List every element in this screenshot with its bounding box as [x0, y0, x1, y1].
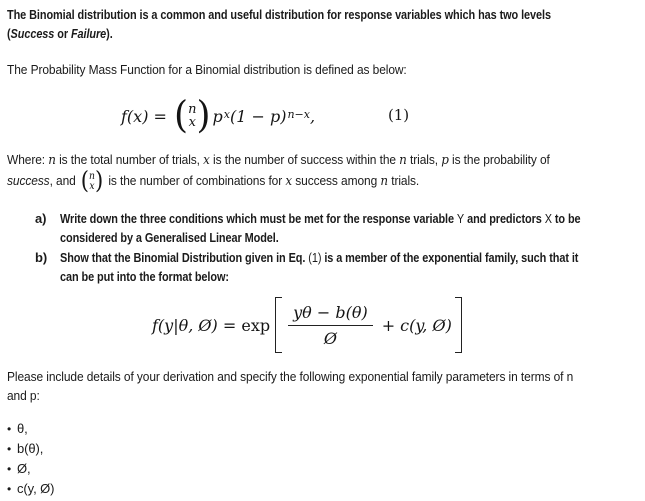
question-a-text: [60, 209, 645, 247]
where-paragraph: [7, 150, 637, 193]
qb-text-1: Show that the Binomial Distribution given in Eq.: [60, 250, 309, 265]
question-a-line2: [60, 228, 581, 247]
var-x: x: [203, 153, 210, 168]
where-text-6: , and: [49, 172, 79, 188]
qb-text-3: can be put into the format below:: [60, 269, 229, 284]
var-p: p: [441, 153, 449, 168]
list-item-theta: [7, 419, 637, 439]
qb-text-2: is a member of the exponential family, such that it: [321, 250, 579, 265]
equation-1-expression: [121, 93, 316, 137]
question-list: [7, 209, 637, 286]
where-text-8: success among: [292, 172, 381, 188]
eq1-open-paren: (: [174, 93, 189, 137]
intro-paragraph: [7, 5, 637, 43]
where-text-9: trials.: [387, 172, 420, 188]
question-a-label: a): [35, 211, 47, 226]
eq1-p-term: p: [212, 106, 223, 126]
qa-text-2: and predictors: [464, 211, 545, 226]
var-Y: Y: [456, 211, 465, 226]
where-text-5: is the probability of: [448, 152, 550, 167]
closing-line1: [7, 367, 587, 386]
eq2-lhs: f(y|θ, Ø) =: [152, 315, 242, 335]
var-x: x: [285, 173, 293, 189]
bullet-icon: •: [7, 422, 12, 436]
question-b: [7, 248, 637, 286]
question-b-line1: [60, 248, 578, 267]
closing-text-2: and p:: [7, 388, 40, 403]
eq2-denominator: Ø: [323, 328, 337, 348]
where-text-7: is the number of combinations for: [105, 172, 286, 188]
var-n: n: [380, 173, 388, 189]
equation-1: [7, 92, 637, 140]
param-phi: Ø,: [17, 461, 31, 476]
inline-binom-close-paren: ): [94, 167, 104, 195]
bullet-icon: •: [7, 462, 12, 476]
left-bracket: [275, 297, 282, 353]
where-text-3: is the number of success within the: [209, 152, 400, 167]
eq2-fraction: [288, 303, 373, 348]
pmf-intro-line: [7, 60, 587, 79]
closing-text-1: Please include details of your derivation and specify the following exponential family parameters in terms of n: [7, 369, 574, 384]
intro-success-word: Success: [10, 26, 55, 41]
var-n: n: [48, 153, 56, 168]
var-X: X: [544, 211, 552, 226]
intro-line1-text: The Binomial distribution is a common and useful distribution for response variables which has two levels: [7, 7, 551, 22]
qa-text-3: to be: [551, 211, 581, 226]
eq1-binom-n: n: [188, 102, 197, 117]
eq1-p-exponent: x: [223, 107, 230, 121]
eq2-exp-operator: exp: [241, 315, 271, 335]
parameter-list: [7, 419, 637, 499]
inline-binom-open-paren: (: [80, 167, 90, 195]
var-n: n: [399, 153, 407, 168]
question-b-label: b): [35, 250, 48, 265]
list-item-phi: [7, 459, 637, 479]
inline-binomial-coefficient: [80, 167, 104, 195]
where-text-4: trials,: [406, 152, 442, 167]
binomial-coefficient: [174, 93, 211, 137]
equation-2-expression: [152, 297, 462, 353]
intro-line1: [7, 5, 551, 24]
pmf-intro-text: The Probability Mass Function for a Binomial distribution is defined as below:: [7, 62, 407, 77]
eq1-binom-x: x: [188, 115, 196, 130]
intro-open-paren: (: [7, 26, 11, 41]
eq1-one-minus-p: (1 − p): [229, 106, 287, 126]
where-label: Where:: [7, 152, 49, 167]
eq1-reference: (1): [308, 250, 322, 265]
question-b-line2: [60, 267, 578, 286]
equation-1-number: (1): [388, 106, 409, 124]
pmf-intro-paragraph: [7, 60, 637, 79]
qa-text-1: Write down the three conditions which must be met for the response variable: [60, 211, 457, 226]
bullet-icon: •: [7, 442, 12, 456]
question-b-text: [60, 248, 645, 286]
param-b-theta: b(θ),: [17, 441, 44, 456]
where-text-2: is the total number of trials,: [55, 152, 204, 167]
inline-binom-x: x: [89, 180, 95, 192]
eq1-comma: ,: [309, 106, 316, 126]
eq1-lhs: f(x) =: [121, 106, 173, 126]
intro-line2: [7, 24, 536, 43]
question-a: [7, 209, 637, 247]
eq1-binom-column: [188, 103, 196, 129]
param-theta: θ,: [17, 421, 28, 436]
list-item-b-theta: [7, 439, 637, 459]
list-item-c-y-phi: [7, 479, 637, 499]
question-a-line1: [60, 209, 581, 228]
where-line2: [7, 167, 587, 195]
param-c-y-phi: c(y, Ø): [17, 481, 55, 496]
eq1-close-paren: ): [196, 93, 211, 137]
intro-failure-word: Failure: [70, 26, 107, 41]
eq2-c-term: + c(y, Ø): [381, 315, 452, 335]
where-line1: [7, 150, 587, 170]
inline-binom-n: n: [89, 170, 95, 182]
closing-paragraph: [7, 367, 637, 405]
equation-2: [7, 292, 637, 358]
intro-or-word: or: [54, 26, 71, 41]
eq2-numerator: yθ − b(θ): [288, 303, 373, 326]
intro-close-paren: ).: [106, 26, 113, 41]
success-word: success: [7, 172, 50, 188]
qa-text-4: considered by a Generalised Linear Model.: [60, 230, 279, 245]
right-bracket: [455, 297, 462, 353]
eq1-nx-exponent: n−x: [287, 107, 310, 121]
closing-line2: [7, 386, 587, 405]
bullet-icon: •: [7, 482, 12, 496]
